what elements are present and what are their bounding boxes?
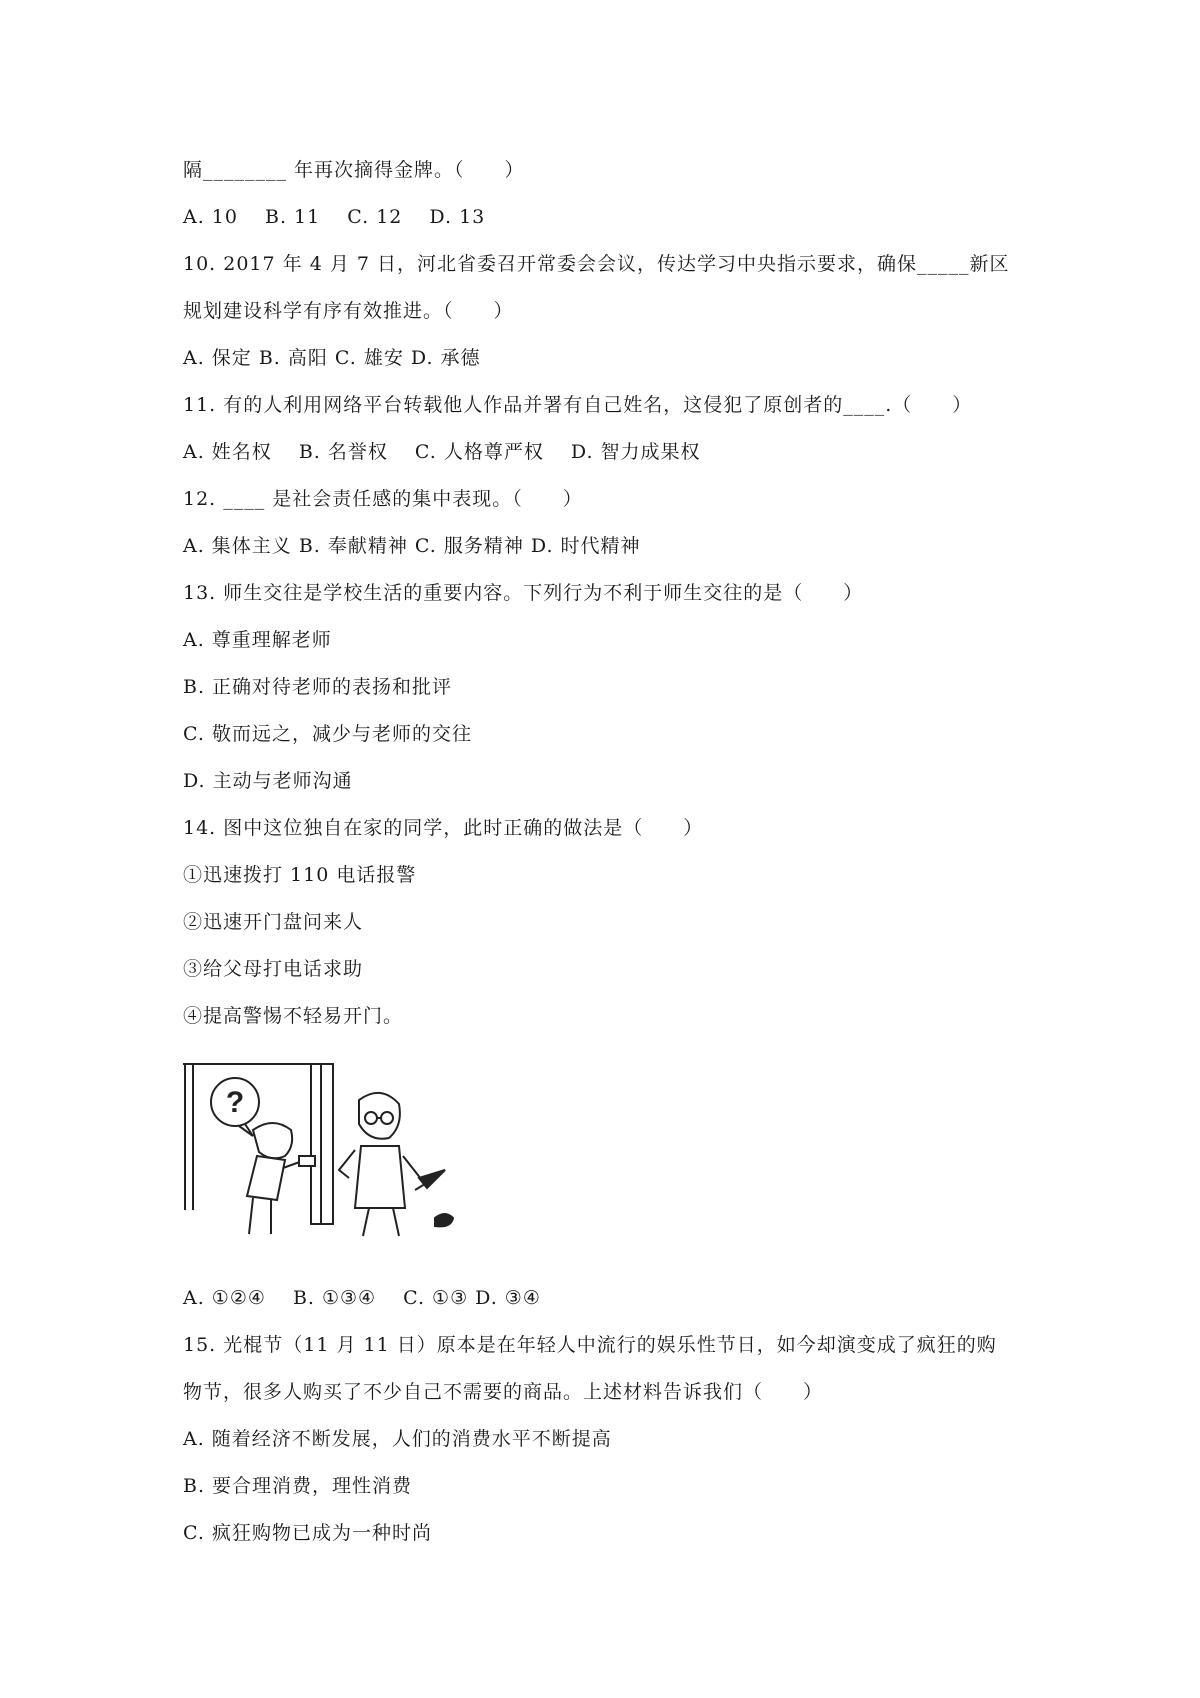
q15-option-b: B. 要合理消费，理性消费	[183, 1475, 413, 1497]
q13-stem: 13. 师生交往是学校生活的重要内容。下列行为不利于师生交往的是（ ）	[183, 582, 864, 604]
q12-options: A. 集体主义 B. 奉献精神 C. 服务精神 D. 时代精神	[183, 535, 641, 557]
q14-item-2: ②迅速开门盘问来人	[183, 911, 364, 933]
q14-options: A. ①②④ B. ①③④ C. ①③ D. ③④	[183, 1287, 541, 1309]
q13-option-a: A. 尊重理解老师	[183, 629, 332, 651]
q10-stem-line2: 规划建设科学有序有效推进。（ ）	[183, 300, 514, 322]
q13-option-b: B. 正确对待老师的表扬和批评	[183, 676, 453, 698]
q11-options: A. 姓名权 B. 名誉权 C. 人格尊严权 D. 智力成果权	[183, 441, 701, 463]
q9-options: A. 10 B. 11 C. 12 D. 13	[183, 206, 486, 228]
bubble-question-icon: ?	[225, 1086, 245, 1119]
q14-stem: 14. 图中这位独自在家的同学，此时正确的做法是（ ）	[183, 817, 704, 839]
q15-option-a: A. 随着经济不断发展，人们的消费水平不断提高	[183, 1428, 612, 1450]
q15-stem-line2: 物节，很多人购买了不少自己不需要的商品。上述材料告诉我们（ ）	[183, 1381, 824, 1403]
q9-continuation: 隔________ 年再次摘得金牌。（ ）	[183, 159, 525, 181]
q14-item-4: ④提高警惕不轻易开门。	[183, 1005, 404, 1027]
q15-option-c: C. 疯狂购物已成为一种时尚	[183, 1522, 432, 1544]
q10-options: A. 保定 B. 高阳 C. 雄安 D. 承德	[183, 347, 481, 369]
q14-illustration	[183, 1060, 473, 1242]
q14-item-3: ③给父母打电话求助	[183, 958, 364, 980]
q11-stem: 11. 有的人利用网络平台转载他人作品并署有自己姓名，这侵犯了原创者的____.（ ）	[183, 394, 973, 416]
q15-stem-line1: 15. 光棍节（11 月 11 日）原本是在年轻人中流行的娱乐性节日，如今却演变成了疯狂的购	[183, 1334, 997, 1356]
q10-stem-line1: 10. 2017 年 4 月 7 日，河北省委召开常委会会议，传达学习中央指示要求，确保_____新区	[183, 253, 1010, 275]
q13-option-d: D. 主动与老师沟通	[183, 770, 353, 792]
q13-option-c: C. 敬而远之，减少与老师的交往	[183, 723, 472, 745]
q12-stem: 12. ____ 是社会责任感的集中表现。（ ）	[183, 488, 583, 510]
q14-item-1: ①迅速拨打 110 电话报警	[183, 864, 417, 886]
